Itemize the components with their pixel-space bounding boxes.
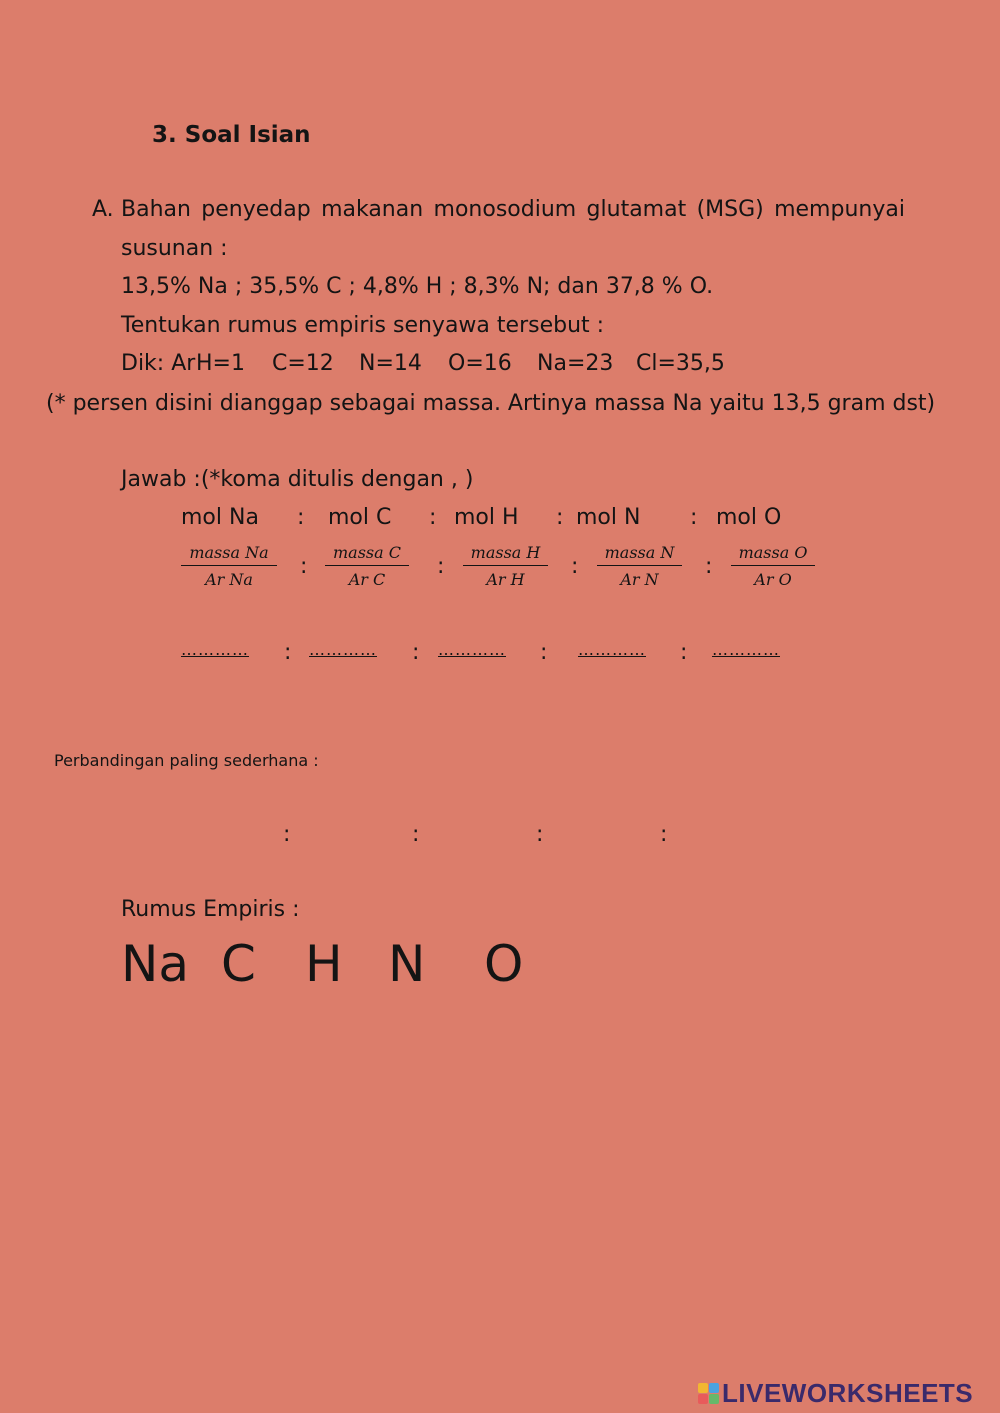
- fraction-na: [181, 543, 277, 589]
- question-word: makanan: [321, 197, 424, 222]
- ratio-colon: :: [283, 822, 291, 847]
- logo-square: [709, 1394, 719, 1404]
- ratio-colon: :: [412, 822, 420, 847]
- question-line-2: susunan :: [121, 236, 228, 261]
- element-symbol-h: H: [305, 935, 343, 993]
- ar-value-h: H=1: [196, 351, 245, 376]
- ar-value-n: N=14: [359, 351, 422, 376]
- element-symbol-o: O: [484, 935, 524, 993]
- ratio-colon: :: [284, 640, 292, 665]
- fraction-n: [597, 543, 682, 589]
- ratio-colon: :: [300, 554, 308, 579]
- ratio-colon: :: [536, 822, 544, 847]
- empirical-formula-label: Rumus Empiris :: [121, 897, 300, 922]
- fraction-denominator: Ar N: [620, 570, 659, 589]
- ratio-colon: :: [429, 505, 437, 530]
- fraction-o: [731, 543, 815, 589]
- answer-blank-h[interactable]: …………: [438, 640, 506, 659]
- ratio-colon: :: [705, 554, 713, 579]
- liveworksheets-logo: [697, 1378, 973, 1409]
- brand-name: LIVEWORKSHEETS: [722, 1378, 974, 1408]
- question-word: Bahan: [121, 197, 191, 222]
- mol-label-n: mol N: [576, 505, 641, 530]
- answer-blank-c[interactable]: …………: [309, 640, 377, 659]
- ratio-colon: :: [571, 554, 579, 579]
- fraction-denominator: Ar C: [348, 570, 386, 589]
- mol-label-c: mol C: [328, 505, 392, 530]
- ratio-colon: :: [556, 505, 564, 530]
- fraction-numerator: massa C: [325, 543, 409, 566]
- question-word: monosodium: [433, 197, 577, 222]
- question-line-1: [121, 197, 905, 222]
- answer-blank-na[interactable]: …………: [181, 640, 249, 659]
- ratio-colon: :: [540, 640, 548, 665]
- logo-square: [709, 1383, 719, 1393]
- composition-text: 13,5% Na ; 35,5% C ; 4,8% H ; 8,3% N; dan 37,8 % O.: [121, 274, 714, 299]
- percent-note: (* persen disini dianggap sebagai massa. Artinya massa Na yaitu 13,5 gram dst): [46, 391, 936, 416]
- mol-label-o: mol O: [716, 505, 782, 530]
- dik-label: Dik: Ar: [121, 351, 196, 376]
- ratio-colon: :: [660, 822, 668, 847]
- question-label: A.: [92, 197, 114, 222]
- question-word: mempunyai: [774, 197, 905, 222]
- answer-label: Jawab :(*koma ditulis dengan , ): [121, 467, 474, 492]
- fraction-c: [325, 543, 409, 589]
- fraction-numerator: massa O: [731, 543, 815, 566]
- ratio-colon: :: [412, 640, 420, 665]
- fraction-numerator: massa Na: [181, 543, 277, 566]
- element-symbol-c: C: [221, 935, 256, 993]
- ar-value-o: O=16: [448, 351, 512, 376]
- fraction-denominator: Ar H: [486, 570, 525, 589]
- ar-value-cl: Cl=35,5: [636, 351, 725, 376]
- logo-square: [698, 1394, 708, 1404]
- ratio-colon: :: [690, 505, 698, 530]
- answer-blank-n[interactable]: …………: [578, 640, 646, 659]
- ar-value-c: C=12: [272, 351, 334, 376]
- ar-value-na: Na=23: [537, 351, 614, 376]
- question-word: penyedap: [201, 197, 311, 222]
- answer-blank-o[interactable]: …………: [712, 640, 780, 659]
- question-word: glutamat: [586, 197, 687, 222]
- ratio-colon: :: [437, 554, 445, 579]
- section-title: 3. Soal Isian: [152, 122, 311, 148]
- ratio-label: Perbandingan paling sederhana :: [54, 751, 319, 770]
- instruction-text: Tentukan rumus empiris senyawa tersebut :: [121, 313, 605, 338]
- fraction-denominator: Ar Na: [205, 570, 253, 589]
- element-symbol-n: N: [388, 935, 426, 993]
- logo-square: [698, 1383, 708, 1393]
- liveworksheets-logo-icon: [697, 1383, 719, 1405]
- element-symbol-na: Na: [121, 935, 190, 993]
- mol-label-na: mol Na: [181, 505, 259, 530]
- mol-label-h: mol H: [454, 505, 519, 530]
- fraction-numerator: massa N: [597, 543, 682, 566]
- fraction-numerator: massa H: [463, 543, 548, 566]
- question-word: (MSG): [696, 197, 764, 222]
- ratio-colon: :: [297, 505, 305, 530]
- fraction-denominator: Ar O: [754, 570, 792, 589]
- ratio-colon: :: [680, 640, 688, 665]
- fraction-h: [463, 543, 548, 589]
